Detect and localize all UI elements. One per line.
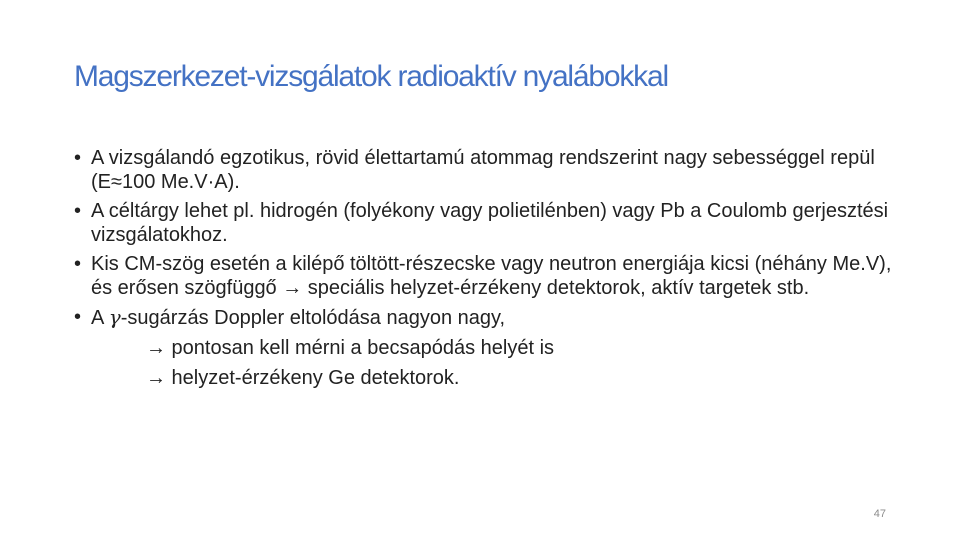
bullet-item [74, 199, 904, 247]
bullet-text: Kis CM-szög esetén a kilépő töltött-részecske vagy neutron energiája kicsi (néhány Me.V), és erősen szögfüggő → speciális helyzet-érzékeny detektorok, aktív targetek stb. [91, 253, 892, 299]
bullet-marker: • [74, 306, 82, 328]
bullet-item-gamma [74, 305, 904, 330]
slide-body [74, 146, 904, 390]
slide-title: Magszerkezet-vizsgálatok radioaktív nyalábokkal [74, 60, 668, 93]
arrow-line-item: → pontosan kell mérni a becsapódás helyét is [146, 337, 555, 359]
page-number: 47 [873, 508, 886, 520]
bullet-marker: • [74, 147, 82, 169]
arrow-line-item: → helyzet-érzékeny Ge detektorok. [146, 367, 460, 389]
gamma-prefix: A [91, 307, 109, 329]
bullet-item [74, 252, 904, 300]
bullet-item [74, 146, 904, 194]
gamma-symbol: γ [108, 305, 121, 329]
bullet-text: A céltárgy lehet pl. hidrogén (folyékony vagy polietilénben) vagy Pb a Coulomb gerjesztési vizsgálatokhoz. [91, 200, 889, 246]
bullet-marker: • [74, 200, 82, 222]
bullet-marker: • [74, 253, 82, 275]
gamma-suffix: -sugárzás Doppler eltolódása nagyon nagy, [120, 307, 506, 329]
bullet-text: A vizsgálandó egzotikus, rövid élettartamú atommag rendszerint nagy sebességgel repül (E≈100 Me.V·A). [91, 147, 875, 193]
